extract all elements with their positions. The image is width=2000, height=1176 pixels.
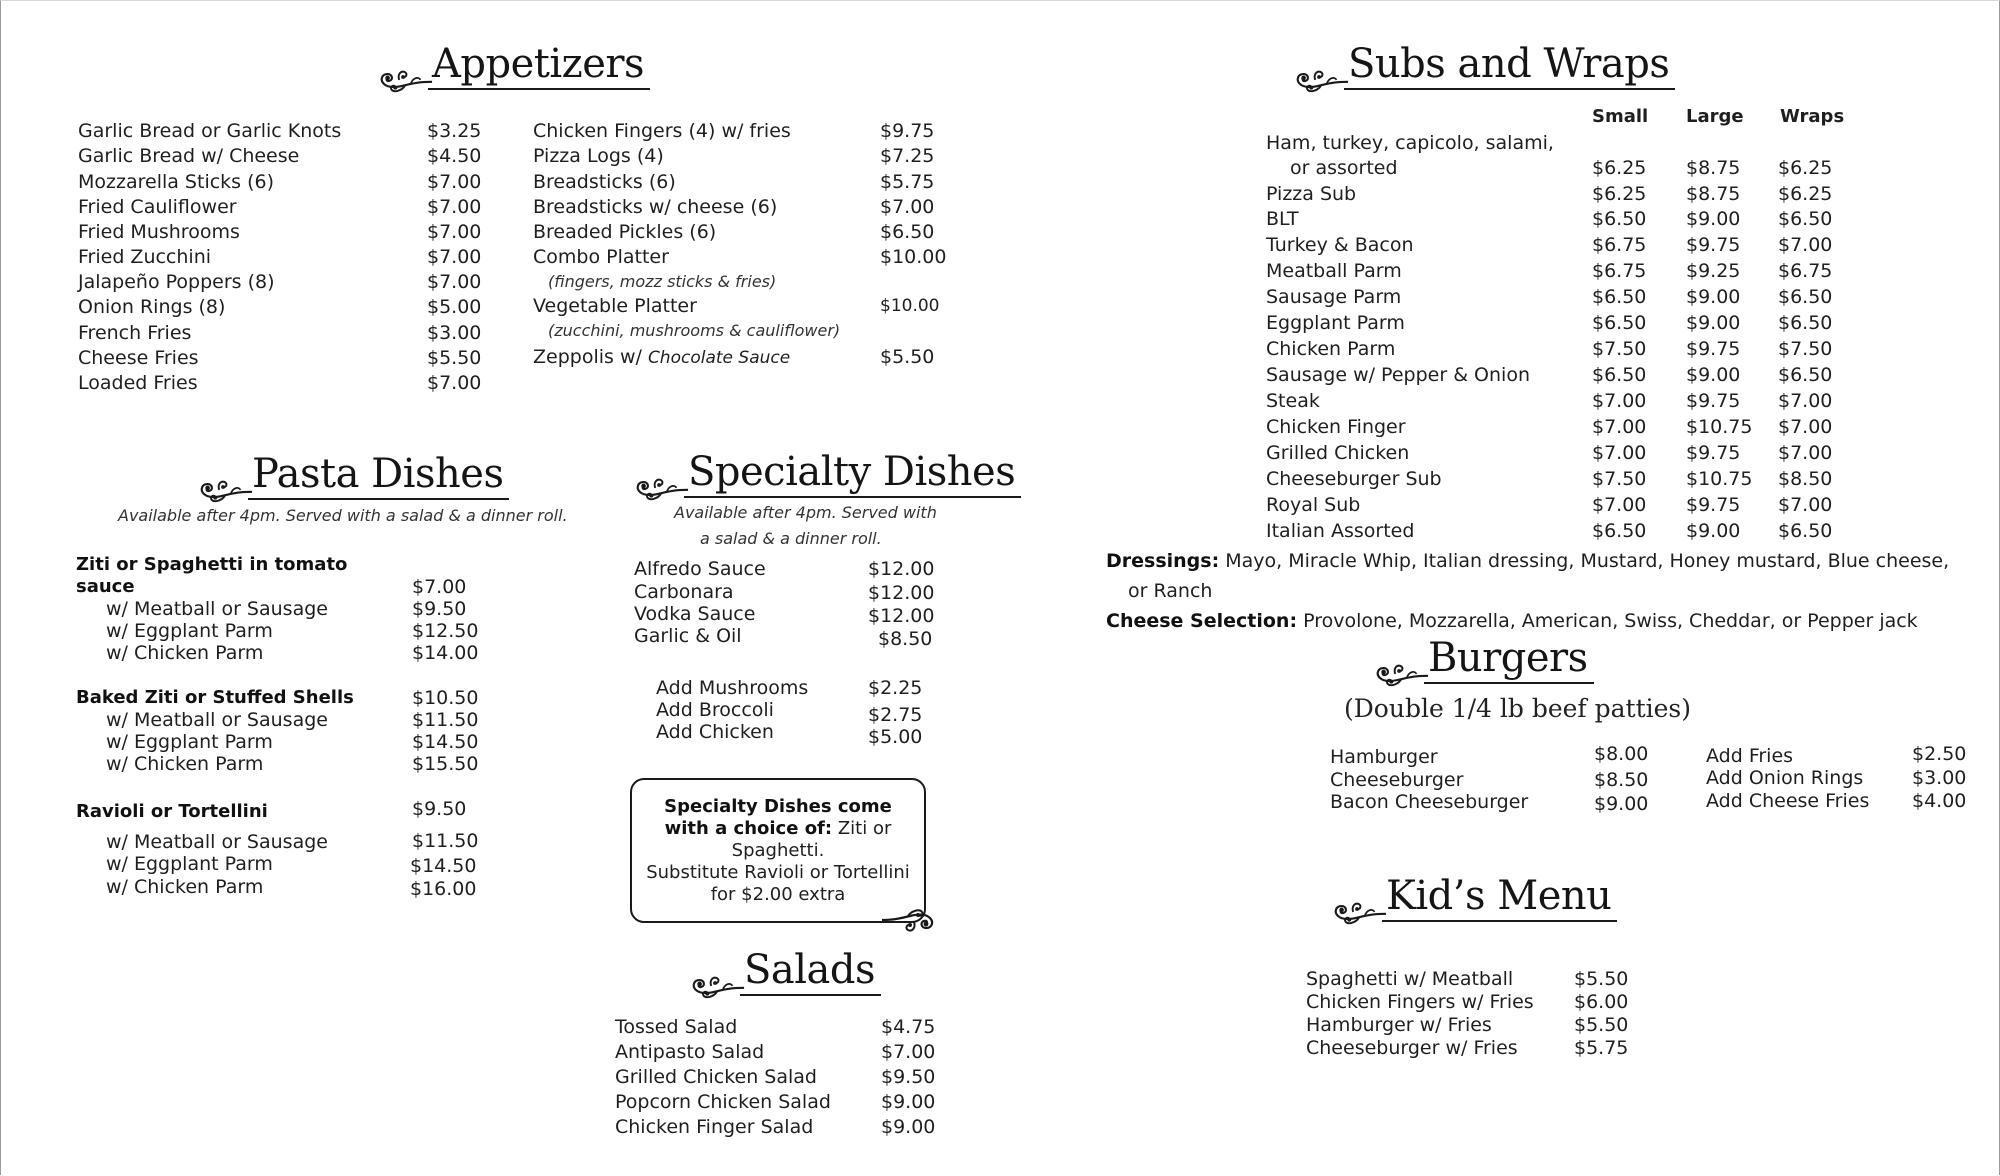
specialty-heading (632, 450, 1021, 498)
menu-item-name: Chicken Finger Salad (615, 1116, 814, 1138)
menu-item-price: $7.00 (427, 271, 482, 293)
pasta-group-name: sauce (76, 576, 135, 597)
menu-item-name: Chicken Fingers w/ Fries (1306, 991, 1534, 1013)
menu-item-name: w/ Eggplant Parm (106, 731, 273, 753)
menu-item-name: w/ Chicken Parm (106, 753, 264, 775)
price-large: $10.75 (1686, 416, 1753, 438)
price-large: $9.25 (1686, 260, 1741, 282)
price-large: $9.00 (1686, 286, 1741, 308)
menu-item-price: $9.75 (880, 120, 935, 142)
menu-item-price: $5.00 (427, 296, 482, 318)
zeppolis-sauce: Chocolate Sauce (647, 348, 791, 368)
column-header-wraps: Wraps (1780, 106, 1845, 127)
menu-item-price: $5.75 (1574, 1037, 1629, 1059)
menu-item-name: Grilled Chicken (1266, 442, 1410, 464)
price-small: $6.25 (1592, 157, 1647, 179)
column-header-large: Large (1686, 106, 1744, 127)
menu-item-name: Add Fries (1706, 745, 1794, 767)
menu-item-name: Royal Sub (1266, 494, 1361, 516)
price-small: $6.50 (1592, 208, 1647, 230)
menu-item-name: w/ Meatball or Sausage (106, 831, 328, 853)
menu-item-name: Chicken Fingers (4) w/ fries (533, 120, 791, 142)
menu-item-name: Ham, turkey, capicolo, salami, (1266, 132, 1554, 154)
menu-item-name: Onion Rings (8) (78, 296, 226, 318)
kids-heading (1330, 874, 1617, 922)
menu-item-price: $5.50 (880, 346, 935, 368)
price-small: $6.25 (1592, 183, 1647, 205)
menu-item-name: Alfredo Sauce (634, 558, 766, 580)
subs-heading (1292, 42, 1675, 90)
pasta-group-name: Baked Ziti or Stuffed Shells (76, 687, 354, 708)
menu-item-price: $7.00 (880, 196, 935, 218)
salads-heading (688, 948, 881, 996)
price-large: $10.75 (1686, 468, 1753, 490)
menu-item-price: $5.50 (1574, 1014, 1629, 1036)
menu-item-name: Cheeseburger (1330, 769, 1464, 791)
menu-item-name: Bacon Cheeseburger (1330, 791, 1529, 813)
box-text: Substitute Ravioli or Tortellini (646, 862, 910, 883)
menu-item-name: Fried Mushrooms (78, 221, 240, 243)
menu-item-price: $12.50 (412, 620, 479, 642)
burgers-subtitle: (Double 1/4 lb beef patties) (1344, 694, 1691, 723)
price-wrap: $6.50 (1778, 364, 1833, 386)
flourish-icon (688, 966, 746, 1000)
salads-title: Salads (740, 948, 881, 996)
menu-item-price: $8.50 (1594, 769, 1649, 791)
menu-item-name: Chicken Finger (1266, 416, 1406, 438)
menu-item-price: $12.00 (868, 558, 935, 580)
price-wrap: $6.50 (1778, 312, 1833, 334)
appetizers-heading (376, 42, 650, 90)
menu-item-price: $10.50 (412, 687, 479, 709)
kids-title: Kid’s Menu (1382, 874, 1617, 922)
dressings-text: or Ranch (1128, 580, 1213, 602)
menu-item-price: $9.50 (881, 1066, 936, 1088)
menu-item-name: Eggplant Parm (1266, 312, 1405, 334)
burgers-title: Burgers (1424, 636, 1594, 684)
flourish-icon (1330, 892, 1388, 926)
price-small: $6.50 (1592, 312, 1647, 334)
menu-item-name: w/ Chicken Parm (106, 642, 264, 664)
price-large: $9.00 (1686, 312, 1741, 334)
price-wrap: $7.00 (1778, 234, 1833, 256)
price-large: $8.75 (1686, 183, 1741, 205)
price-wrap: $6.50 (1778, 208, 1833, 230)
menu-item-name: Vegetable Platter (533, 295, 697, 317)
price-wrap: $7.00 (1778, 390, 1833, 412)
flourish-icon (1372, 654, 1430, 688)
price-large: $9.75 (1686, 390, 1741, 412)
menu-item-name: Fried Cauliflower (78, 196, 237, 218)
pasta-note: Available after 4pm. Served with a salad & a dinner roll. (118, 506, 568, 525)
price-small: $6.75 (1592, 260, 1647, 282)
menu-item-price: $14.00 (412, 642, 479, 664)
price-small: $7.00 (1592, 416, 1647, 438)
menu-item-price: $8.50 (878, 628, 933, 650)
menu-item-price: $3.00 (427, 322, 482, 344)
price-wrap: $7.00 (1778, 442, 1833, 464)
menu-item-name: Popcorn Chicken Salad (615, 1091, 831, 1113)
menu-item-price: $14.50 (412, 731, 479, 753)
menu-item-price: $16.00 (410, 878, 477, 900)
menu-item-price: $7.00 (427, 246, 482, 268)
burgers-heading (1372, 636, 1594, 684)
menu-item-name: Sausage w/ Pepper & Onion (1266, 364, 1530, 386)
column-header-small: Small (1592, 106, 1649, 127)
cheese-line (1106, 606, 1918, 636)
menu-item-name: Chicken Parm (1266, 338, 1396, 360)
pasta-group-name: Ziti or Spaghetti in tomato (76, 554, 348, 575)
menu-item-name: Italian Assorted (1266, 520, 1415, 542)
menu-item-price: $9.00 (881, 1116, 936, 1138)
box-bold-text: Specialty Dishes come with a choice of: (664, 796, 892, 839)
price-wrap: $8.50 (1778, 468, 1833, 490)
menu-item-price: $4.50 (427, 145, 482, 167)
price-small: $7.50 (1592, 468, 1647, 490)
menu-item-name: Antipasto Salad (615, 1041, 765, 1063)
pasta-group-name: Ravioli or Tortellini (76, 801, 268, 822)
menu-item-price: $5.50 (1574, 968, 1629, 990)
price-wrap: $6.25 (1778, 183, 1833, 205)
price-large: $9.75 (1686, 494, 1741, 516)
appetizers-title: Appetizers (428, 42, 650, 90)
specialty-note: Available after 4pm. Served with (674, 503, 937, 522)
menu-item-name: Garlic Bread w/ Cheese (78, 145, 300, 167)
menu-item-name: Grilled Chicken Salad (615, 1066, 817, 1088)
menu-item-name: or assorted (1290, 157, 1398, 179)
menu-item-name: Mozzarella Sticks (6) (78, 171, 275, 193)
price-large: $9.00 (1686, 208, 1741, 230)
menu-item-name: Add Cheese Fries (1706, 790, 1870, 812)
menu-item-price: $11.50 (412, 830, 479, 852)
menu-item-price: $4.75 (881, 1016, 936, 1038)
menu-item-price: $14.50 (410, 855, 477, 877)
menu-item-name: Tossed Salad (615, 1016, 738, 1038)
menu-item-name: Combo Platter (533, 246, 669, 268)
menu-item-name: Breadsticks w/ cheese (6) (533, 196, 778, 218)
dressings-label: Dressings: (1106, 550, 1220, 572)
menu-item-price: $7.00 (427, 372, 482, 394)
menu-item-name: Hamburger (1330, 746, 1438, 768)
menu-item-name: w/ Meatball or Sausage (106, 709, 328, 731)
price-wrap: $6.50 (1778, 520, 1833, 542)
menu-item-price: $7.00 (881, 1041, 936, 1063)
menu-item-price: $9.50 (412, 798, 467, 820)
price-wrap: $6.25 (1778, 157, 1833, 179)
menu-item-price: $2.25 (868, 677, 923, 699)
menu-item-name: Add Onion Rings (1706, 767, 1864, 789)
menu-item-name: Add Chicken (656, 721, 774, 743)
box-text: Ziti or Spaghetti. (731, 818, 892, 861)
price-small: $7.50 (1592, 338, 1647, 360)
price-small: $6.75 (1592, 234, 1647, 256)
menu-item-price: $3.25 (427, 120, 482, 142)
menu-item-name: Loaded Fries (78, 372, 198, 394)
flourish-icon (632, 468, 690, 502)
flourish-icon (880, 900, 940, 940)
price-large: $9.75 (1686, 338, 1741, 360)
price-small: $7.00 (1592, 494, 1647, 516)
menu-item-price: $7.00 (412, 576, 467, 598)
price-large: $8.75 (1686, 157, 1741, 179)
menu-item-name: w/ Eggplant Parm (106, 853, 273, 875)
menu-item-price: $15.50 (412, 753, 479, 775)
menu-item-name: Turkey & Bacon (1266, 234, 1414, 256)
menu-item-price: $3.00 (1912, 767, 1967, 789)
cheese-text: Provolone, Mozzarella, American, Swiss, Cheddar, or Pepper jack (1303, 610, 1918, 632)
menu-item-name: Carbonara (634, 581, 734, 603)
menu-item-name: BLT (1266, 208, 1299, 230)
menu-item-name: Steak (1266, 390, 1320, 412)
dressings-line (1106, 546, 1949, 576)
price-small: $6.50 (1592, 364, 1647, 386)
menu-item-price: $5.50 (427, 347, 482, 369)
menu-item-name: Pizza Sub (1266, 183, 1357, 205)
menu-item-name: Hamburger w/ Fries (1306, 1014, 1492, 1036)
menu-item-note: (zucchini, mushrooms & cauliflower) (548, 321, 841, 340)
menu-item-price: $7.00 (427, 196, 482, 218)
menu-item-price: $2.50 (1912, 743, 1967, 765)
flourish-icon (196, 470, 254, 504)
specialty-note: a salad & a dinner roll. (700, 529, 882, 548)
menu-item-note: (fingers, mozz sticks & fries) (548, 272, 777, 291)
menu-item-price: $9.50 (412, 598, 467, 620)
price-small: $6.50 (1592, 520, 1647, 542)
menu-item-price: $2.75 (868, 704, 923, 726)
menu-item-name: French Fries (78, 322, 192, 344)
subs-title: Subs and Wraps (1344, 42, 1675, 90)
menu-item-name (533, 345, 790, 370)
price-small: $7.00 (1592, 442, 1647, 464)
menu-item-name: Spaghetti w/ Meatball (1306, 968, 1514, 990)
menu-item-name: Vodka Sauce (634, 603, 756, 625)
menu-item-name: w/ Meatball or Sausage (106, 598, 328, 620)
price-wrap: $7.00 (1778, 494, 1833, 516)
menu-item-price: $11.50 (412, 709, 479, 731)
dressings-text: Mayo, Miracle Whip, Italian dressing, Mustard, Honey mustard, Blue cheese, (1225, 550, 1950, 572)
zeppolis-name: Zeppolis w/ (533, 346, 642, 368)
menu-item-price: $10.00 (880, 296, 940, 316)
price-large: $9.00 (1686, 364, 1741, 386)
menu-item-name: Breaded Pickles (6) (533, 221, 717, 243)
price-large: $9.00 (1686, 520, 1741, 542)
flourish-icon (376, 60, 434, 94)
menu-item-price: $9.00 (881, 1091, 936, 1113)
menu-item-name: Pizza Logs (4) (533, 145, 664, 167)
menu-item-price: $5.00 (868, 726, 923, 748)
menu-item-price: $6.00 (1574, 991, 1629, 1013)
menu-item-price: $7.25 (880, 145, 935, 167)
menu-item-price: $8.00 (1594, 743, 1649, 765)
price-large: $9.75 (1686, 234, 1741, 256)
cheese-label: Cheese Selection: (1106, 610, 1298, 632)
menu-item-name: w/ Eggplant Parm (106, 620, 273, 642)
price-wrap: $6.50 (1778, 286, 1833, 308)
menu-item-name: Breadsticks (6) (533, 171, 676, 193)
menu-item-price: $9.00 (1594, 793, 1649, 815)
price-small: $6.50 (1592, 286, 1647, 308)
menu-item-name: Meatball Parm (1266, 260, 1402, 282)
price-wrap: $6.75 (1778, 260, 1833, 282)
menu-item-name: Cheeseburger w/ Fries (1306, 1037, 1518, 1059)
menu-item-name: Add Mushrooms (656, 677, 809, 699)
flourish-icon (1292, 60, 1350, 94)
price-large: $9.75 (1686, 442, 1741, 464)
menu-item-name: Sausage Parm (1266, 286, 1402, 308)
specialty-title: Specialty Dishes (684, 450, 1021, 498)
menu-item-price: $10.00 (880, 246, 947, 268)
box-text: for $2.00 extra (710, 884, 846, 905)
menu-item-price: $7.00 (427, 171, 482, 193)
price-wrap: $7.50 (1778, 338, 1833, 360)
menu-item-price: $4.00 (1912, 790, 1967, 812)
menu-item-name: Jalapeño Poppers (8) (78, 271, 275, 293)
price-small: $7.00 (1592, 390, 1647, 412)
pasta-heading (196, 452, 509, 500)
menu-item-price: $5.75 (880, 171, 935, 193)
menu-item-price: $7.00 (427, 221, 482, 243)
pasta-title: Pasta Dishes (248, 452, 509, 500)
menu-item-price: $6.50 (880, 221, 935, 243)
price-wrap: $7.00 (1778, 416, 1833, 438)
menu-item-price: $12.00 (868, 582, 935, 604)
menu-item-name: Cheeseburger Sub (1266, 468, 1442, 490)
menu-item-name: Cheese Fries (78, 347, 199, 369)
menu-item-name: Garlic Bread or Garlic Knots (78, 120, 342, 142)
menu-item-name: Add Broccoli (656, 699, 774, 721)
menu-item-name: Garlic & Oil (634, 625, 742, 647)
menu-item-price: $12.00 (868, 605, 935, 627)
menu-item-name: Fried Zucchini (78, 246, 212, 268)
menu-item-name: w/ Chicken Parm (106, 876, 264, 898)
